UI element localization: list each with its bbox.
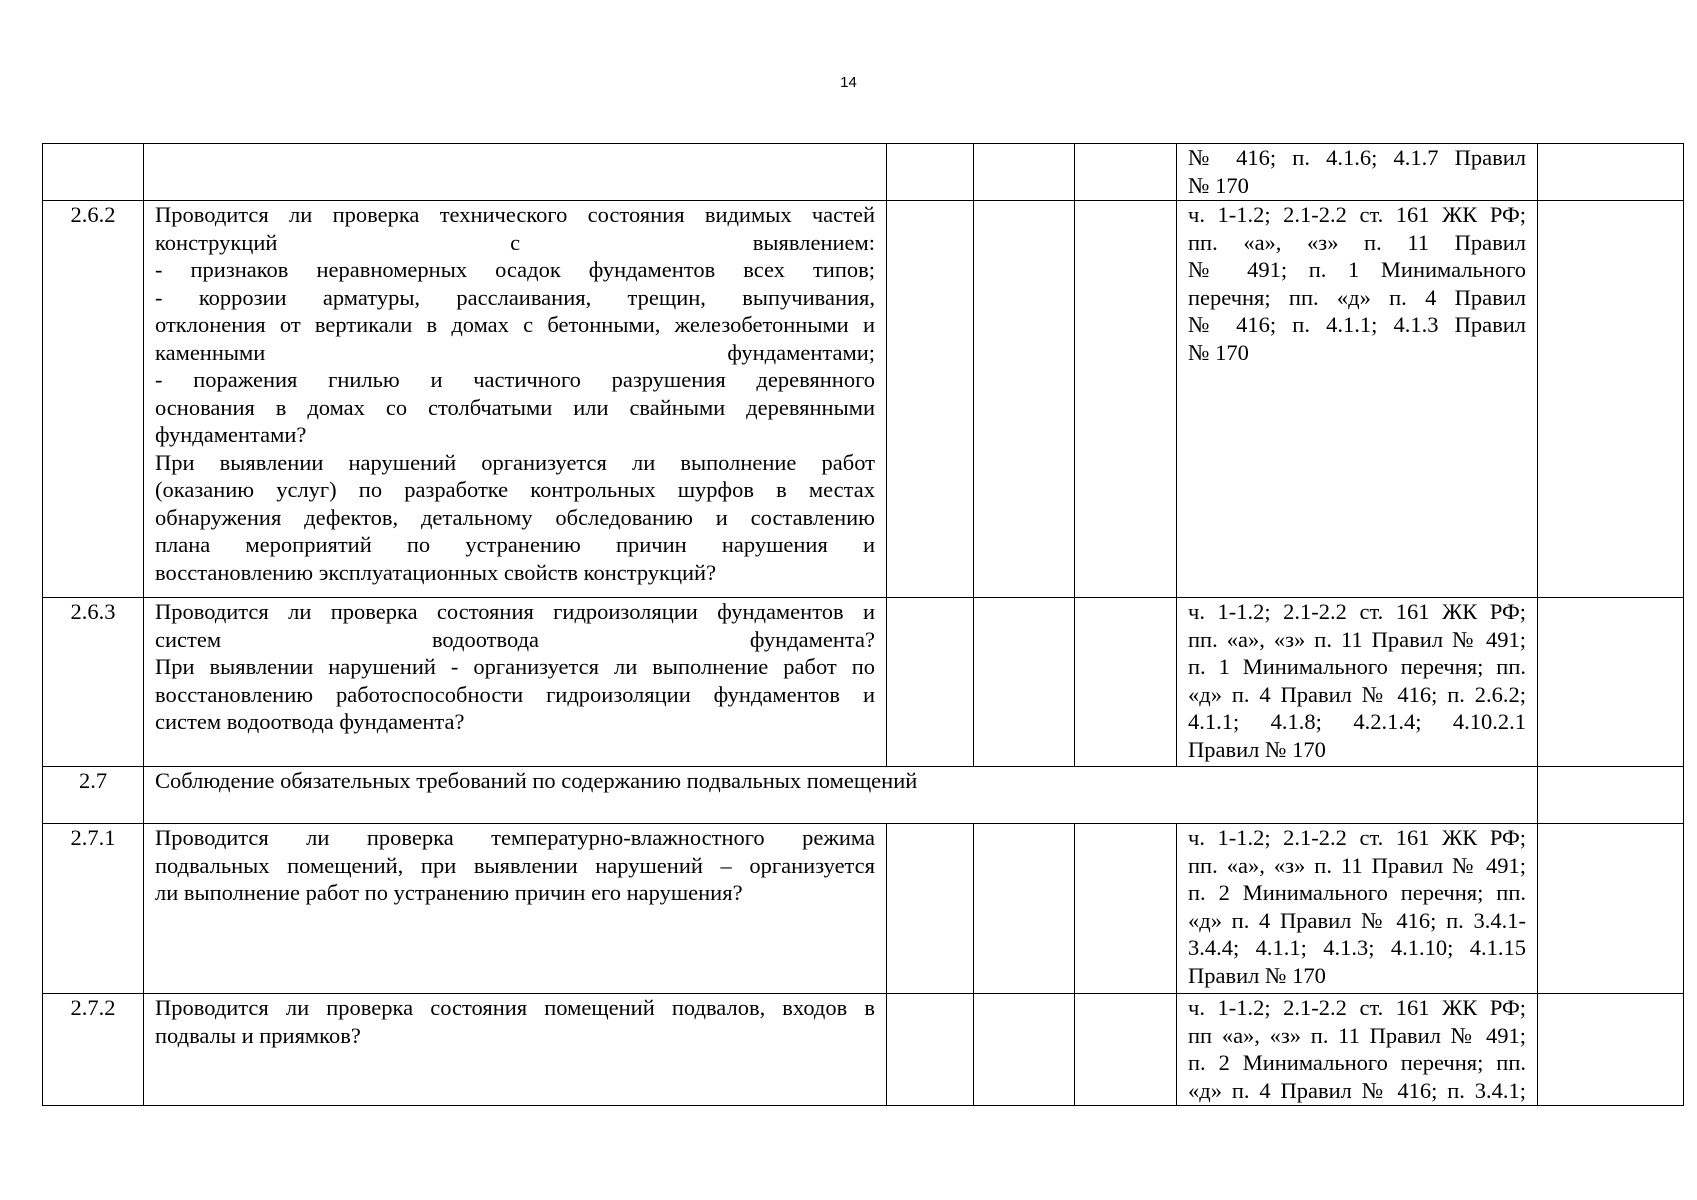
reference-line: пп. «а», «з» п. 11 Правил № 491; xyxy=(1188,626,1526,652)
row-number: 2.6.3 xyxy=(43,598,144,767)
reference-cell xyxy=(1177,201,1538,598)
checklist-table xyxy=(42,143,1684,1106)
question-line: плана мероприятий по устранению причин нарушения и xyxy=(155,532,875,557)
row-number: 2.7.1 xyxy=(43,824,144,994)
table-row xyxy=(43,994,1684,1106)
reference-line: 3.4.4; 4.1.1; 4.1.3; 4.1.10; 4.1.15 xyxy=(1188,935,1526,960)
question-line: подвальных помещений, при выявлении нарушений – организуется xyxy=(155,852,875,878)
notes-cell xyxy=(1538,144,1684,201)
question-line: - признаков неравномерных осадок фундаментов всех типов; xyxy=(155,257,875,282)
reference-line: пп. «а», «з» п. 11 Правил xyxy=(1188,229,1526,255)
reference-line: 4.1.1; 4.1.8; 4.2.1.4; 4.10.2.1 xyxy=(1188,709,1526,734)
question-line: обнаружения дефектов, детальному обследованию и составлению xyxy=(155,504,875,530)
answer-no-cell xyxy=(974,994,1075,1106)
notes-cell xyxy=(1538,824,1684,994)
answer-yes-cell xyxy=(887,824,974,994)
question-line: отклонения от вертикали в домах с бетонными, железобетонными и xyxy=(155,312,875,337)
question-line: систем водоотвода фундамента? xyxy=(155,709,465,734)
row-number xyxy=(43,144,144,201)
reference-line: ч. 1-1.2; 2.1-2.2 ст. 161 ЖК РФ; xyxy=(1188,825,1526,850)
question-line: подвалы и приямков? xyxy=(155,1022,361,1048)
question-cell xyxy=(144,994,887,1106)
reference-line: № 416; п. 4.1.1; 4.1.3 Правил xyxy=(1188,312,1526,337)
question-cell xyxy=(144,201,887,598)
question-line: основания в домах со столбчатыми или свайными деревянными xyxy=(155,394,875,420)
reference-line: ч. 1-1.2; 2.1-2.2 ст. 161 ЖК РФ; xyxy=(1188,599,1526,624)
reference-line: ч. 1-1.2; 2.1-2.2 ст. 161 ЖК РФ; xyxy=(1188,995,1526,1020)
reference-line: «д» п. 4 Правил № 416; п. 2.6.2; xyxy=(1188,681,1526,707)
section-row xyxy=(43,767,1684,824)
answer-yes-cell xyxy=(887,598,974,767)
answer-yes-cell xyxy=(887,201,974,598)
reference-line: ч. 1-1.2; 2.1-2.2 ст. 161 ЖК РФ; xyxy=(1188,202,1526,227)
reference-line: «д» п. 4 Правил № 416; п. 3.4.1; xyxy=(1188,1077,1526,1103)
question-line: систем водоотвода фундамента? xyxy=(155,626,875,652)
question-cell xyxy=(144,144,887,201)
answer-na-cell xyxy=(1075,994,1177,1106)
notes-cell xyxy=(1538,767,1684,824)
reference-cell xyxy=(1177,144,1538,201)
reference-cell xyxy=(1177,598,1538,767)
table-row xyxy=(43,201,1684,598)
question-line: восстановлению эксплуатационных свойств конструкций? xyxy=(155,559,717,585)
answer-na-cell xyxy=(1075,824,1177,994)
row-number: 2.7.2 xyxy=(43,994,144,1106)
reference-line: Правил № 170 xyxy=(1188,736,1326,762)
answer-yes-cell xyxy=(887,144,974,201)
question-line: Проводится ли проверка состояния помещений подвалов, входов в xyxy=(155,995,875,1020)
reference-line: № 170 xyxy=(1188,339,1249,365)
page-number: 14 xyxy=(840,74,857,91)
checklist-body xyxy=(43,144,1684,1106)
reference-line: п. 2 Минимального перечня; пп. xyxy=(1188,880,1526,905)
question-line: ли выполнение работ по устранению причин его нарушения? xyxy=(155,880,743,905)
reference-line: пп. «а», «з» п. 11 Правил № 491; xyxy=(1188,852,1526,878)
reference-cell xyxy=(1177,824,1538,994)
answer-no-cell xyxy=(974,824,1075,994)
question-line: конструкций с выявлением: xyxy=(155,229,875,255)
question-line: Проводится ли проверка технического состояния видимых частей xyxy=(155,202,875,227)
answer-no-cell xyxy=(974,598,1075,767)
reference-line: п. 1 Минимального перечня; пп. xyxy=(1188,654,1526,679)
notes-cell xyxy=(1538,994,1684,1106)
reference-line: п. 2 Минимального перечня; пп. xyxy=(1188,1050,1526,1075)
question-line: (оказанию услуг) по разработке контрольных шурфов в местах xyxy=(155,477,875,502)
reference-line: перечня; пп. «д» п. 4 Правил xyxy=(1188,284,1526,310)
section-number: 2.7 xyxy=(43,767,144,824)
question-line: При выявлении нарушений - организуется ли выполнение работ по xyxy=(155,654,875,679)
question-line: Проводится ли проверка температурно-влажностного режима xyxy=(155,825,875,850)
answer-yes-cell xyxy=(887,994,974,1106)
reference-line: Правил № 170 xyxy=(1188,962,1326,988)
answer-na-cell xyxy=(1075,598,1177,767)
table-row xyxy=(43,824,1684,994)
section-title: Соблюдение обязательных требований по содержанию подвальных помещений xyxy=(144,767,1538,824)
question-line: При выявлении нарушений организуется ли выполнение работ xyxy=(155,449,875,475)
reference-line: пп «а», «з» п. 11 Правил № 491; xyxy=(1188,1022,1526,1048)
answer-na-cell xyxy=(1075,201,1177,598)
question-line: восстановлению работоспособности гидроизоляции фундаментов и xyxy=(155,681,875,707)
row-number: 2.6.2 xyxy=(43,201,144,598)
table-row xyxy=(43,144,1684,201)
question-cell xyxy=(144,598,887,767)
answer-no-cell xyxy=(974,201,1075,598)
question-line: фундаментами? xyxy=(155,422,307,447)
reference-cell xyxy=(1177,994,1538,1106)
question-line: каменными фундаментами; xyxy=(155,339,875,365)
question-line: - коррозии арматуры, расслаивания, трещин, выпучивания, xyxy=(155,284,875,310)
answer-na-cell xyxy=(1075,144,1177,201)
question-line: - поражения гнилью и частичного разрушения деревянного xyxy=(155,367,875,392)
table-row xyxy=(43,598,1684,767)
reference-line: № 491; п. 1 Минимального xyxy=(1188,257,1526,282)
notes-cell xyxy=(1538,201,1684,598)
notes-cell xyxy=(1538,598,1684,767)
reference-line: № 170 xyxy=(1188,172,1249,198)
question-cell xyxy=(144,824,887,994)
reference-line: «д» п. 4 Правил № 416; п. 3.4.1- xyxy=(1188,907,1526,933)
reference-line: № 416; п. 4.1.6; 4.1.7 Правил xyxy=(1188,145,1526,170)
answer-no-cell xyxy=(974,144,1075,201)
question-line: Проводится ли проверка состояния гидроизоляции фундаментов и xyxy=(155,599,875,624)
